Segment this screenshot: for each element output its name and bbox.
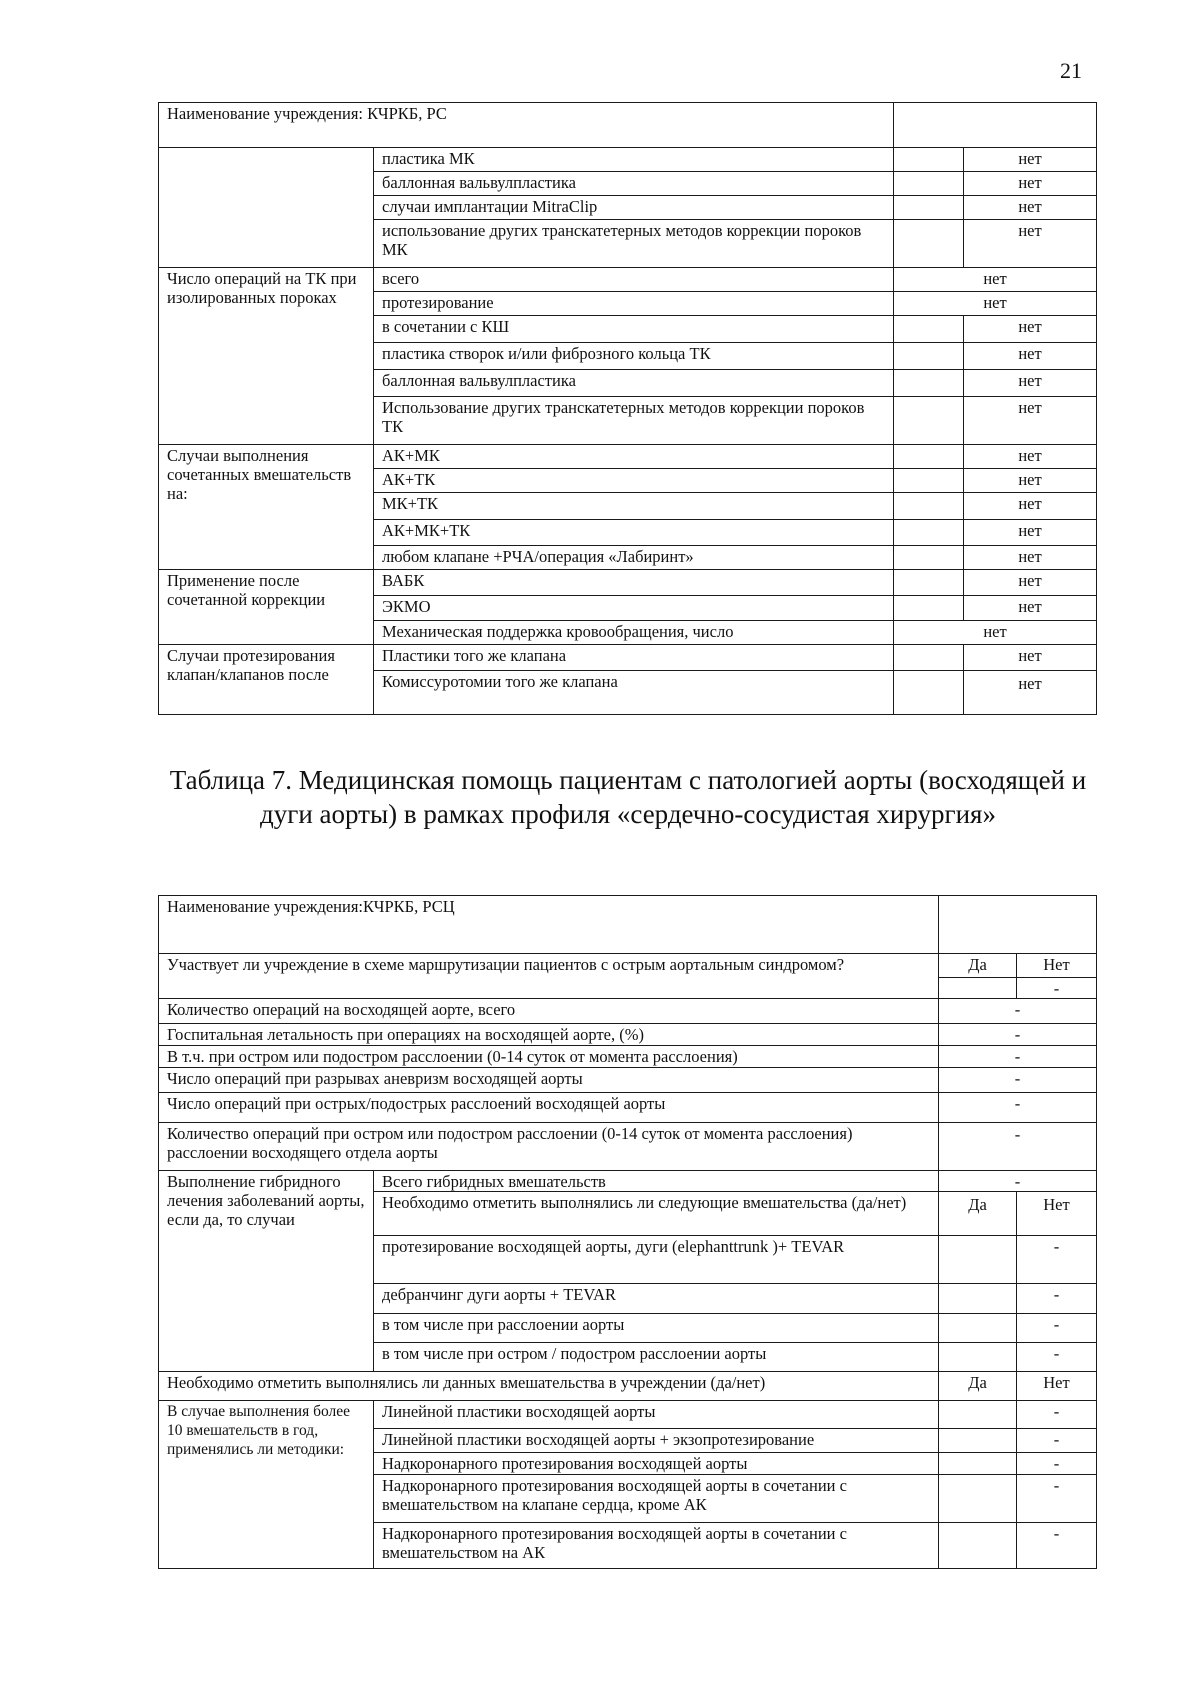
- group-label-hybrid: Выполнение гибридного лечения заболеваний аорты, если да, то случаи: [159, 1171, 374, 1372]
- row-label: ЭКМО: [374, 596, 894, 621]
- row-label: Необходимо отметить выполнялись ли данных вмешательства в учреждении (да/нет): [159, 1372, 939, 1401]
- row-label: Надкоронарного протезирования восходящей аорты: [374, 1453, 939, 1475]
- row-label: Число операций при разрывах аневризм восходящей аорты: [159, 1068, 939, 1093]
- row-label: Число операций при острых/подострых расслоений восходящей аорты: [159, 1093, 939, 1123]
- no-header: Нет: [1017, 1372, 1097, 1401]
- row-label: Линейной пластики восходящей аорты + экзопротезирование: [374, 1429, 939, 1453]
- table7-caption: Таблица 7. Медицинская помощь пациентам с патологией аорты (восходящей и дуги аорты) в рамках профиля «сердечно-сосудистая хирургия»: [169, 765, 1087, 829]
- row-label: пластика МК: [374, 148, 894, 172]
- row-value: нет: [894, 268, 1097, 292]
- row-value: -: [1017, 1453, 1097, 1475]
- row-value: -: [939, 999, 1097, 1024]
- row-label: любом клапане +РЧА/операция «Лабиринт»: [374, 546, 894, 570]
- row-label: случаи имплантации MitraClip: [374, 196, 894, 220]
- row-value: нет: [964, 520, 1097, 546]
- institution-name: Наименование учреждения: КЧРКБ, РС: [159, 103, 894, 148]
- aorta-table: [158, 895, 1097, 1569]
- routing-no-value: -: [1017, 978, 1097, 999]
- row-value: -: [939, 1123, 1097, 1171]
- institution-name: Наименование учреждения:КЧРКБ, РСЦ: [159, 896, 939, 954]
- row-value: нет: [894, 621, 1097, 645]
- row-label: в том числе при остром / подостром расслоении аорты: [374, 1343, 939, 1372]
- row-value: -: [1017, 1343, 1097, 1372]
- row-label: Необходимо отметить выполнялись ли следующие вмешательства (да/нет): [374, 1192, 939, 1236]
- row-label: протезирование восходящей аорты, дуги (elephanttrunk )+ TEVAR: [374, 1236, 939, 1284]
- row-value: нет: [964, 546, 1097, 570]
- row-label: Всего гибридных вмешательств: [374, 1171, 939, 1192]
- row-value: -: [939, 1093, 1097, 1123]
- row-value: -: [1017, 1475, 1097, 1523]
- row-value: нет: [964, 196, 1097, 220]
- no-header: Нет: [1017, 1192, 1097, 1236]
- row-value: -: [939, 1068, 1097, 1093]
- row-value: нет: [964, 220, 1097, 268]
- row-value: -: [1017, 1429, 1097, 1453]
- row-label: Надкоронарного протезирования восходящей аорты в сочетании с вмешательством на АК: [374, 1523, 939, 1569]
- row-value: нет: [964, 570, 1097, 596]
- group-label-after: Применение после сочетанной коррекции: [159, 570, 374, 645]
- row-label: баллонная вальвулпластика: [374, 370, 894, 397]
- group-label-tk: Число операций на ТК при изолированных пороках: [159, 268, 374, 445]
- row-value: -: [939, 1046, 1097, 1068]
- row-label: МК+ТК: [374, 493, 894, 520]
- row-value: нет: [964, 596, 1097, 621]
- row-label: АК+МК+ТК: [374, 520, 894, 546]
- row-value: нет: [964, 645, 1097, 671]
- row-value: -: [1017, 1236, 1097, 1284]
- row-label: Линейной пластики восходящей аорты: [374, 1401, 939, 1429]
- row-value: -: [1017, 1284, 1097, 1314]
- row-label: пластика створок и/или фиброзного кольца ТК: [374, 343, 894, 370]
- row-value: нет: [964, 493, 1097, 520]
- row-value: нет: [964, 397, 1097, 445]
- row-value: -: [1017, 1401, 1097, 1429]
- row-value: нет: [964, 370, 1097, 397]
- row-value: -: [1017, 1523, 1097, 1569]
- no-header: Нет: [1017, 954, 1097, 978]
- row-value: нет: [964, 445, 1097, 469]
- row-label: Количество операций на восходящей аорте, всего: [159, 999, 939, 1024]
- row-value: -: [939, 1024, 1097, 1046]
- routing-question: Участвует ли учреждение в схеме маршрутизации пациентов с острым аортальным синдромом?: [159, 954, 939, 999]
- row-label: В т.ч. при остром или подостром расслоении (0-14 суток от момента расслоения): [159, 1046, 939, 1068]
- row-label: Пластики того же клапана: [374, 645, 894, 671]
- row-value: нет: [964, 469, 1097, 493]
- row-label: использование других транскатетерных методов коррекции пороков МК: [374, 220, 894, 268]
- yes-header: Да: [939, 1192, 1017, 1236]
- row-value: -: [1017, 1314, 1097, 1343]
- row-label: ВАБК: [374, 570, 894, 596]
- row-label: протезирование: [374, 292, 894, 316]
- group-label-combined: Случаи выполнения сочетанных вмешательств на:: [159, 445, 374, 570]
- row-value: нет: [964, 148, 1097, 172]
- row-label: в том числе при расслоении аорты: [374, 1314, 939, 1343]
- row-label: АК+ТК: [374, 469, 894, 493]
- row-value: нет: [894, 292, 1097, 316]
- row-label: Госпитальная летальность при операциях на восходящей аорте, (%): [159, 1024, 939, 1046]
- group-label-reprosthesis: Случаи протезирования клапан/клапанов после: [159, 645, 374, 715]
- yes-header: Да: [939, 1372, 1017, 1401]
- row-label: дебранчинг дуги аорты + TEVAR: [374, 1284, 939, 1314]
- row-label: АК+МК: [374, 445, 894, 469]
- row-label: Механическая поддержка кровообращения, число: [374, 621, 894, 645]
- group-label-methods: В случае выполнения более 10 вмешательств в год, применялись ли методики:: [159, 1401, 374, 1569]
- row-value: нет: [964, 343, 1097, 370]
- mitral-tricuspid-table: [158, 102, 1097, 715]
- row-label: Надкоронарного протезирования восходящей аорты в сочетании с вмешательством на клапане сердца, кроме АК: [374, 1475, 939, 1523]
- page-number: 21: [1060, 58, 1082, 83]
- row-label: баллонная вальвулпластика: [374, 172, 894, 196]
- yes-header: Да: [939, 954, 1017, 978]
- row-value: нет: [964, 671, 1097, 715]
- row-value: нет: [964, 172, 1097, 196]
- row-label: Количество операций при остром или подостром расслоении (0-14 суток от момента расслоения) расслоении восходящего отдела аорты: [159, 1123, 939, 1171]
- row-value: нет: [964, 316, 1097, 343]
- row-label: Использование других транскатетерных методов коррекции пороков ТК: [374, 397, 894, 445]
- row-label: Комиссуротомии того же клапана: [374, 671, 894, 715]
- row-label: в сочетании с КШ: [374, 316, 894, 343]
- row-value: -: [939, 1171, 1097, 1192]
- row-label: всего: [374, 268, 894, 292]
